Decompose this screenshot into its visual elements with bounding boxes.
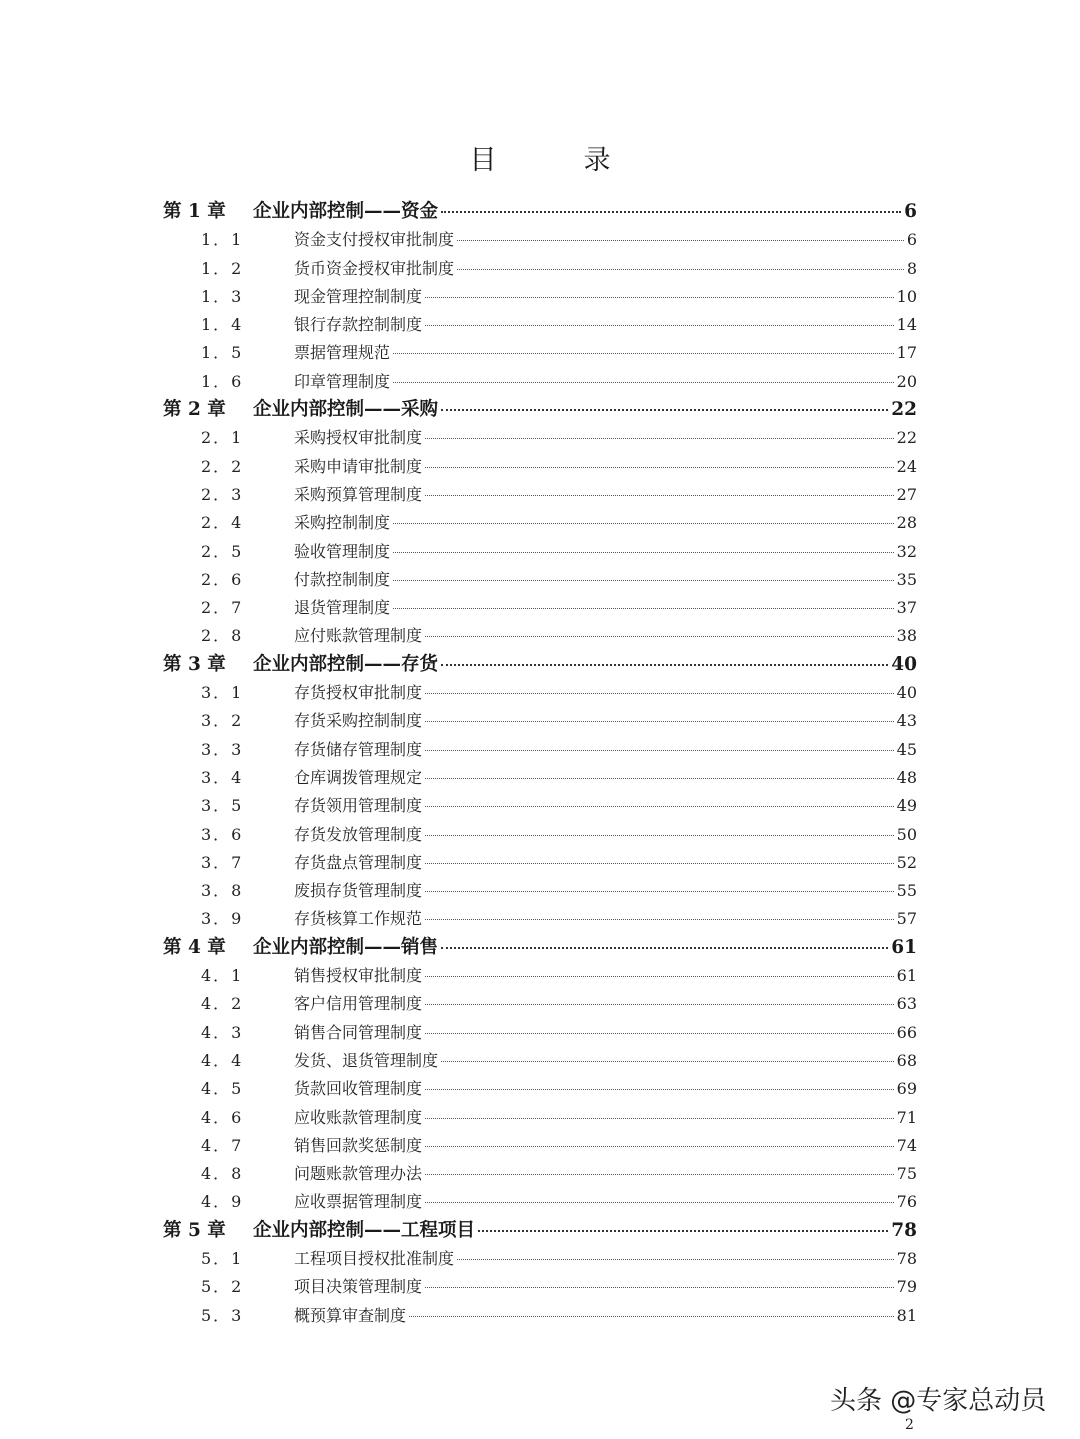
toc-entry-number: 5．3	[201, 1305, 244, 1325]
toc-leader-dots	[457, 240, 904, 241]
toc-section-row[interactable]	[163, 424, 917, 452]
toc-entry-title: 采购控制制度	[294, 513, 391, 533]
toc-leader-dots	[441, 664, 888, 666]
toc-leader-dots	[425, 467, 894, 468]
toc-entry-number: 1．1	[201, 230, 244, 250]
toc-entry-page: 71	[896, 1107, 917, 1127]
page-title: 目 录	[469, 145, 641, 176]
toc-section-row[interactable]	[163, 1019, 917, 1047]
toc-chapter-row[interactable]	[163, 651, 917, 679]
toc-entry-title: 企业内部控制——工程项目	[253, 1219, 476, 1241]
toc-entry-title: 销售授权审批制度	[294, 966, 423, 986]
toc-entry-page: 78	[896, 1248, 917, 1268]
toc-entry-page: 38	[896, 626, 917, 646]
toc-entry-page: 81	[896, 1305, 917, 1325]
toc-leader-dots	[425, 1004, 894, 1005]
toc-leader-dots	[425, 636, 894, 637]
toc-entry-title: 采购申请审批制度	[294, 456, 423, 476]
toc-entry-number: 4．3	[201, 1022, 244, 1042]
toc-entry-title: 应付账款管理制度	[294, 626, 423, 646]
toc-section-row[interactable]	[163, 1075, 917, 1103]
toc-entry-page: 22	[891, 399, 917, 421]
toc-entry-number: 4．6	[201, 1107, 244, 1127]
toc-leader-dots	[425, 750, 894, 751]
toc-section-row[interactable]	[163, 962, 917, 990]
toc-entry-number: 1．3	[201, 286, 244, 306]
toc-leader-dots	[393, 523, 894, 524]
toc-entry-number: 2．8	[201, 626, 244, 646]
toc-entry-title: 现金管理控制制度	[294, 286, 423, 306]
toc-entry-page: 22	[896, 428, 917, 448]
toc-leader-dots	[393, 552, 894, 553]
toc-entry-title: 工程项目授权批准制度	[294, 1248, 455, 1268]
toc-entry-page: 24	[896, 456, 917, 476]
toc-entry-title: 存货领用管理制度	[294, 796, 423, 816]
toc-section-row[interactable]	[163, 990, 917, 1018]
toc-section-row[interactable]	[163, 339, 917, 367]
toc-entry-number: 3．3	[201, 739, 244, 759]
toc-section-row[interactable]	[163, 1273, 917, 1301]
toc-section-row[interactable]	[163, 1160, 917, 1188]
toc-section-row[interactable]	[163, 283, 917, 311]
toc-entry-page: 6	[906, 230, 917, 250]
toc-entry-page: 37	[896, 598, 917, 618]
toc-leader-dots	[393, 382, 894, 383]
page-number: 2	[905, 1417, 914, 1433]
toc-entry-page: 61	[896, 966, 917, 986]
toc-entry-number: 3．6	[201, 824, 244, 844]
toc-entry-title: 存货采购控制制度	[294, 711, 423, 731]
toc-entry-title: 采购预算管理制度	[294, 484, 423, 504]
toc-leader-dots	[425, 297, 894, 298]
toc-leader-dots	[393, 353, 894, 354]
toc-section-row[interactable]	[163, 255, 917, 283]
toc-section-row[interactable]	[163, 792, 917, 820]
toc-entry-page: 66	[896, 1022, 917, 1042]
toc-leader-dots	[393, 608, 894, 609]
toc-entry-page: 20	[896, 371, 917, 391]
toc-entry-title: 项目决策管理制度	[294, 1277, 423, 1297]
toc-entry-title: 问题账款管理办法	[294, 1164, 423, 1184]
table-of-contents	[163, 198, 917, 1330]
toc-entry-title: 货款回收管理制度	[294, 1079, 423, 1099]
toc-entry-page: 43	[896, 711, 917, 731]
toc-entry-page: 57	[896, 909, 917, 929]
toc-leader-dots	[425, 438, 894, 439]
toc-entry-title: 存货发放管理制度	[294, 824, 423, 844]
toc-leader-dots	[425, 863, 894, 864]
toc-entry-number: 1．6	[201, 371, 244, 391]
toc-entry-page: 17	[896, 343, 917, 363]
toc-leader-dots	[409, 1316, 894, 1317]
toc-section-row[interactable]	[163, 1047, 917, 1075]
toc-section-row[interactable]	[163, 622, 917, 650]
toc-section-row[interactable]	[163, 538, 917, 566]
toc-leader-dots	[425, 495, 894, 496]
toc-leader-dots	[425, 1174, 894, 1175]
toc-entry-page: 35	[896, 569, 917, 589]
toc-entry-number: 2．4	[201, 513, 244, 533]
toc-entry-number: 4．4	[201, 1050, 244, 1070]
toc-entry-title: 销售回款奖惩制度	[294, 1135, 423, 1155]
toc-entry-number: 第 3 章	[163, 653, 226, 675]
toc-entry-number: 2．6	[201, 569, 244, 589]
toc-leader-dots	[441, 1061, 894, 1062]
toc-entry-page: 27	[896, 484, 917, 504]
toc-entry-title: 客户信用管理制度	[294, 994, 423, 1014]
toc-leader-dots	[425, 976, 894, 977]
toc-section-row[interactable]	[163, 905, 917, 933]
toc-entry-title: 废损存货管理制度	[294, 881, 423, 901]
toc-leader-dots	[425, 1146, 894, 1147]
toc-entry-page: 52	[896, 852, 917, 872]
toc-leader-dots	[441, 211, 901, 213]
toc-leader-dots	[425, 778, 894, 779]
toc-entry-number: 1．2	[201, 258, 244, 278]
toc-entry-page: 32	[896, 541, 917, 561]
toc-entry-title: 企业内部控制——销售	[253, 936, 439, 958]
toc-section-row[interactable]	[163, 1188, 917, 1216]
toc-entry-number: 4．7	[201, 1135, 244, 1155]
toc-entry-number: 第 4 章	[163, 936, 226, 958]
watermark: 头条 @专家总动员	[830, 1386, 1047, 1416]
toc-leader-dots	[425, 693, 894, 694]
toc-entry-page: 50	[896, 824, 917, 844]
toc-leader-dots	[425, 835, 894, 836]
toc-entry-page: 48	[896, 767, 917, 787]
toc-section-row[interactable]	[163, 764, 917, 792]
toc-entry-number: 第 2 章	[163, 399, 226, 421]
toc-entry-title: 应收票据管理制度	[294, 1192, 423, 1212]
toc-entry-number: 2．5	[201, 541, 244, 561]
toc-entry-title: 采购授权审批制度	[294, 428, 423, 448]
toc-section-row[interactable]	[163, 707, 917, 735]
toc-leader-dots	[425, 325, 894, 326]
toc-entry-title: 应收账款管理制度	[294, 1107, 423, 1127]
toc-section-row[interactable]	[163, 368, 917, 396]
toc-leader-dots	[425, 1033, 894, 1034]
toc-entry-number: 4．5	[201, 1079, 244, 1099]
toc-entry-page: 61	[891, 936, 917, 958]
toc-entry-number: 3．4	[201, 767, 244, 787]
toc-section-row[interactable]	[163, 566, 917, 594]
toc-leader-dots	[393, 580, 894, 581]
toc-entry-number: 3．7	[201, 852, 244, 872]
toc-leader-dots	[425, 1089, 894, 1090]
toc-entry-number: 4．1	[201, 966, 244, 986]
toc-entry-number: 第 5 章	[163, 1219, 226, 1241]
toc-leader-dots	[425, 891, 894, 892]
toc-entry-number: 4．2	[201, 994, 244, 1014]
toc-entry-number: 3．1	[201, 683, 244, 703]
toc-entry-number: 2．1	[201, 428, 244, 448]
toc-leader-dots	[425, 1118, 894, 1119]
toc-section-row[interactable]	[163, 1302, 917, 1330]
toc-entry-page: 78	[891, 1219, 917, 1241]
toc-entry-title: 货币资金授权审批制度	[294, 258, 455, 278]
toc-entry-title: 仓库调拨管理规定	[294, 767, 423, 787]
toc-entry-number: 第 1 章	[163, 201, 226, 222]
toc-section-row[interactable]	[163, 821, 917, 849]
toc-entry-page: 45	[896, 739, 917, 759]
toc-section-row[interactable]	[163, 679, 917, 707]
toc-entry-page: 55	[896, 881, 917, 901]
toc-leader-dots	[425, 806, 894, 807]
toc-entry-page: 63	[896, 994, 917, 1014]
toc-entry-number: 3．2	[201, 711, 244, 731]
toc-entry-page: 68	[896, 1050, 917, 1070]
toc-entry-title: 印章管理制度	[294, 371, 391, 391]
toc-entry-page: 40	[891, 653, 917, 675]
toc-leader-dots	[441, 409, 888, 411]
toc-section-row[interactable]	[163, 481, 917, 509]
toc-entry-number: 2．2	[201, 456, 244, 476]
toc-entry-number: 2．3	[201, 484, 244, 504]
toc-section-row[interactable]	[163, 311, 917, 339]
toc-section-row[interactable]	[163, 453, 917, 481]
toc-section-row[interactable]	[163, 849, 917, 877]
toc-entry-page: 76	[896, 1192, 917, 1212]
toc-section-row[interactable]	[163, 226, 917, 254]
toc-entry-title: 企业内部控制——采购	[253, 399, 439, 421]
toc-entry-number: 2．7	[201, 598, 244, 618]
toc-leader-dots	[457, 1259, 894, 1260]
toc-entry-title: 存货核算工作规范	[294, 909, 423, 929]
toc-entry-number: 5．2	[201, 1277, 244, 1297]
toc-entry-title: 存货储存管理制度	[294, 739, 423, 759]
toc-chapter-row[interactable]	[163, 1217, 917, 1245]
toc-leader-dots	[425, 1202, 894, 1203]
toc-section-row[interactable]	[163, 877, 917, 905]
toc-section-row[interactable]	[163, 1104, 917, 1132]
toc-section-row[interactable]	[163, 1132, 917, 1160]
toc-entry-title: 付款控制制度	[294, 569, 391, 589]
toc-section-row[interactable]	[163, 736, 917, 764]
toc-entry-title: 发货、退货管理制度	[294, 1050, 439, 1070]
toc-entry-page: 74	[896, 1135, 917, 1155]
toc-entry-number: 5．1	[201, 1248, 244, 1268]
toc-entry-title: 存货盘点管理制度	[294, 852, 423, 872]
toc-section-row[interactable]	[163, 1245, 917, 1273]
toc-entry-title: 概预算审查制度	[294, 1305, 407, 1325]
toc-leader-dots	[441, 947, 888, 949]
toc-entry-page: 49	[896, 796, 917, 816]
toc-entry-page: 40	[896, 683, 917, 703]
toc-entry-number: 3．5	[201, 796, 244, 816]
toc-entry-title: 票据管理规范	[294, 343, 391, 363]
toc-entry-page: 79	[896, 1277, 917, 1297]
toc-chapter-row[interactable]	[163, 198, 917, 226]
toc-entry-title: 企业内部控制——存货	[253, 653, 439, 675]
toc-chapter-row[interactable]	[163, 934, 917, 962]
toc-entry-title: 企业内部控制——资金	[253, 201, 439, 222]
toc-chapter-row[interactable]	[163, 396, 917, 424]
toc-entry-title: 销售合同管理制度	[294, 1022, 423, 1042]
toc-entry-number: 3．9	[201, 909, 244, 929]
toc-entry-page: 6	[904, 201, 917, 222]
toc-entry-number: 4．9	[201, 1192, 244, 1212]
toc-entry-page: 75	[896, 1164, 917, 1184]
toc-entry-page: 10	[896, 286, 917, 306]
toc-leader-dots	[425, 919, 894, 920]
toc-entry-number: 3．8	[201, 881, 244, 901]
toc-entry-title: 银行存款控制制度	[294, 315, 423, 335]
toc-entry-page: 28	[896, 513, 917, 533]
toc-entry-title: 退货管理制度	[294, 598, 391, 618]
toc-leader-dots	[425, 1287, 894, 1288]
toc-entry-number: 1．5	[201, 343, 244, 363]
toc-entry-title: 资金支付授权审批制度	[294, 230, 455, 250]
toc-entry-page: 69	[896, 1079, 917, 1099]
toc-leader-dots	[425, 721, 894, 722]
toc-section-row[interactable]	[163, 594, 917, 622]
toc-entry-number: 4．8	[201, 1164, 244, 1184]
toc-entry-page: 14	[896, 315, 917, 335]
toc-entry-title: 存货授权审批制度	[294, 683, 423, 703]
toc-entry-number: 1．4	[201, 315, 244, 335]
toc-leader-dots	[478, 1230, 888, 1232]
toc-entry-title: 验收管理制度	[294, 541, 391, 561]
toc-entry-page: 8	[906, 258, 917, 278]
toc-leader-dots	[457, 269, 904, 270]
toc-section-row[interactable]	[163, 509, 917, 537]
